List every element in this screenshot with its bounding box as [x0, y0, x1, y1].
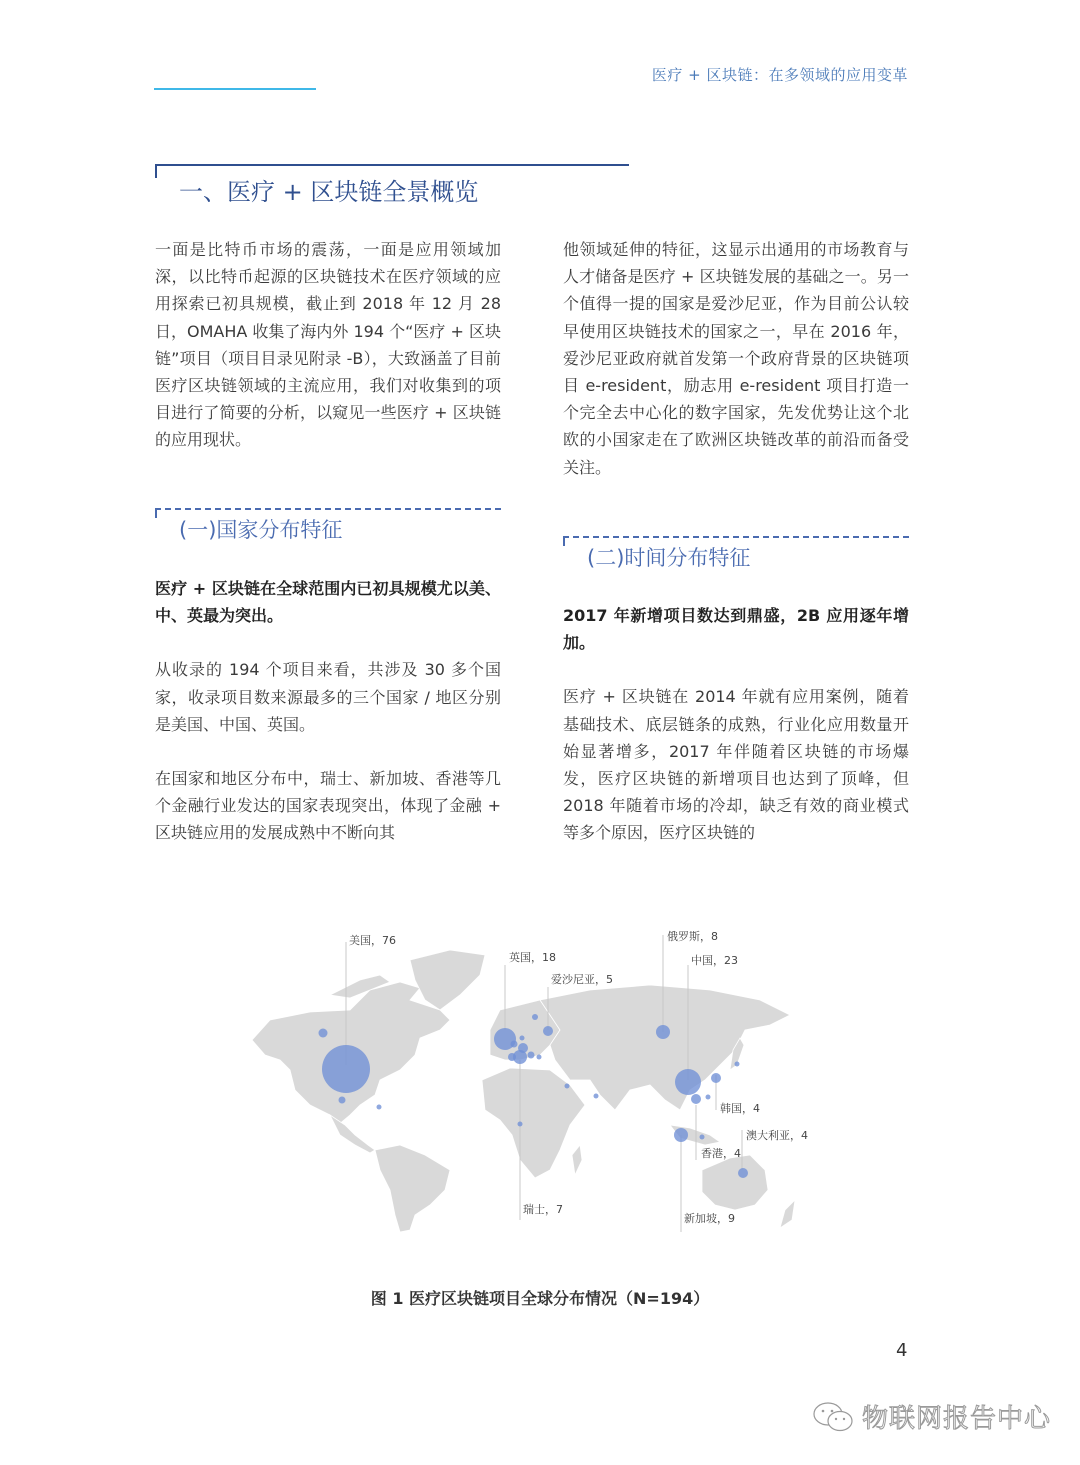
land-greenland	[410, 950, 485, 1010]
figure-caption: 图 1 医疗区块链项目全球分布情况（N=194）	[370, 1289, 710, 1308]
right-column-top	[563, 236, 909, 481]
bubble-ch	[513, 1050, 527, 1064]
section-heading	[155, 164, 629, 204]
subsection-2-heading	[563, 536, 909, 576]
land-central-america	[330, 1115, 375, 1153]
subsection-1-heading	[155, 508, 501, 548]
subsection-2-para-1: 医疗 + 区块链在 2014 年就有应用案例，随着基础技术、底层链条的成熟，行业化应用数量开始显著增多，2017 年伴随着区块链的市场爆发，医疗区块链的新增项目也达到了顶峰，但 2018 年随着市场的冷却，缺乏有效的商业模式等多个原因，医疗区块链的	[563, 687, 909, 843]
intro-paragraph: 一面是比特币市场的震荡，一面是应用领域加深，以比特币起源的区块链技术在医疗领域的应用探索已初具规模，截止到 2018 年 12 月 28 日，OMAHA 收集了海内外 194 个“医疗 + 区块链”项目（项目目录见附录 -B），大致涵盖了目前医疗区块链领域的主流应用，我们对收集到的项目进行了简要的分析，以窥见一些医疗 + 区块链的应用现状。	[155, 240, 501, 450]
label-uk: 英国，18	[509, 951, 556, 964]
bubble-canada	[319, 1029, 328, 1038]
bubble-israel	[565, 1084, 570, 1089]
land-masses	[252, 950, 795, 1232]
header-accent-rule	[154, 88, 316, 90]
bubble-uae	[594, 1094, 599, 1099]
label-cn: 中国，23	[691, 954, 738, 967]
section-title: 一、医疗 + 区块链全景概览	[179, 178, 479, 206]
subsection-2-lead: 2017 年新增项目数达到鼎盛，2B 应用逐年增加。	[563, 606, 909, 653]
label-sg: 新加坡，9	[684, 1212, 735, 1225]
bubble-sweden	[532, 1014, 538, 1020]
subsection-2-tick	[563, 536, 565, 546]
land-new-zealand	[780, 1200, 795, 1228]
right-paragraph-1: 他领域延伸的特征，这显示出通用的市场教育与人才储备是医疗 + 区块链发展的基础之一。另一个值得一提的国家是爱沙尼亚，作为目前公认较早使用区块链技术的国家之一，早在 2016 年，爱沙尼亚政府就首发第一个政府背景的区块链项目 e-resident，励志用 e-resident 项目打造一个完全去中心化的数字国家，先发优势让这个北欧的小国家走在了欧洲区块链改革的前沿而备受关注。	[563, 240, 909, 477]
label-ru: 俄罗斯，8	[667, 930, 718, 943]
bubble-ee	[543, 1026, 553, 1036]
subsection-2-rule	[563, 536, 909, 538]
label-ee: 爱沙尼亚，5	[551, 973, 613, 986]
subsection-1-para-2: 在国家和地区分布中，瑞士、新加坡、香港等几个金融行业发达的国家表现突出，体现了金融 + 区块链应用的发展成熟中不断向其	[155, 769, 501, 843]
subsection-1-tick	[155, 508, 157, 518]
bubble-caribbean	[377, 1105, 382, 1110]
label-kr: 韩国，4	[720, 1102, 760, 1115]
land-africa	[482, 1068, 585, 1178]
label-au: 澳大利亚，4	[746, 1129, 808, 1142]
bubble-kr	[711, 1073, 721, 1083]
land-asia	[540, 985, 790, 1110]
wechat-icon	[812, 1400, 856, 1434]
subsection-1-body	[155, 575, 501, 847]
bubble-taiwan	[706, 1095, 711, 1100]
subsection-1-para-1: 从收录的 194 个项目来看，共涉及 30 多个国家，收录项目数来源最多的三个国家 / 地区分别是美国、中国、英国。	[155, 660, 501, 734]
left-column-intro	[155, 236, 501, 454]
watermark-text: 物联网报告中心	[862, 1404, 1052, 1434]
bubble-hungary	[537, 1055, 542, 1060]
land-madagascar	[572, 1145, 582, 1175]
bubble-mexico	[339, 1097, 346, 1104]
label-us: 美国，76	[349, 934, 396, 947]
subsection-1-rule	[155, 508, 501, 510]
bubble-cn	[675, 1069, 701, 1095]
running-title: 医疗 + 区块链：在多领域的应用变革	[651, 66, 908, 84]
subsection-2-body	[563, 602, 909, 847]
land-south-america	[375, 1145, 450, 1232]
bubble-sg	[674, 1128, 688, 1142]
section-heading-tick	[155, 164, 157, 178]
land-australia	[702, 1155, 768, 1210]
bubble-austria	[528, 1052, 535, 1059]
section-heading-rule	[155, 164, 629, 166]
bubble-au	[738, 1168, 748, 1178]
bubble-nigeria	[518, 1122, 523, 1127]
world-map-figure	[250, 920, 810, 1240]
page-number: 4	[896, 1340, 908, 1361]
world-map	[250, 920, 810, 1240]
bubble-netherlands	[511, 1041, 518, 1048]
bubble-ru	[656, 1025, 670, 1039]
subsection-1-title: (一)国家分布特征	[179, 518, 343, 542]
label-ch: 瑞士，7	[523, 1203, 563, 1216]
bubble-hk	[691, 1094, 701, 1104]
bubble-indonesia	[700, 1135, 705, 1140]
bubble-japan	[735, 1062, 740, 1067]
bubble-us	[322, 1045, 370, 1093]
label-hk: 香港，4	[701, 1147, 741, 1160]
bubble-denmark	[520, 1036, 525, 1041]
watermark	[812, 1398, 1051, 1435]
subsection-1-lead: 医疗 + 区块链在全球范围内已初具规模尤以美、中、英最为突出。	[155, 579, 501, 626]
subsection-2-title: (二)时间分布特征	[587, 546, 751, 570]
